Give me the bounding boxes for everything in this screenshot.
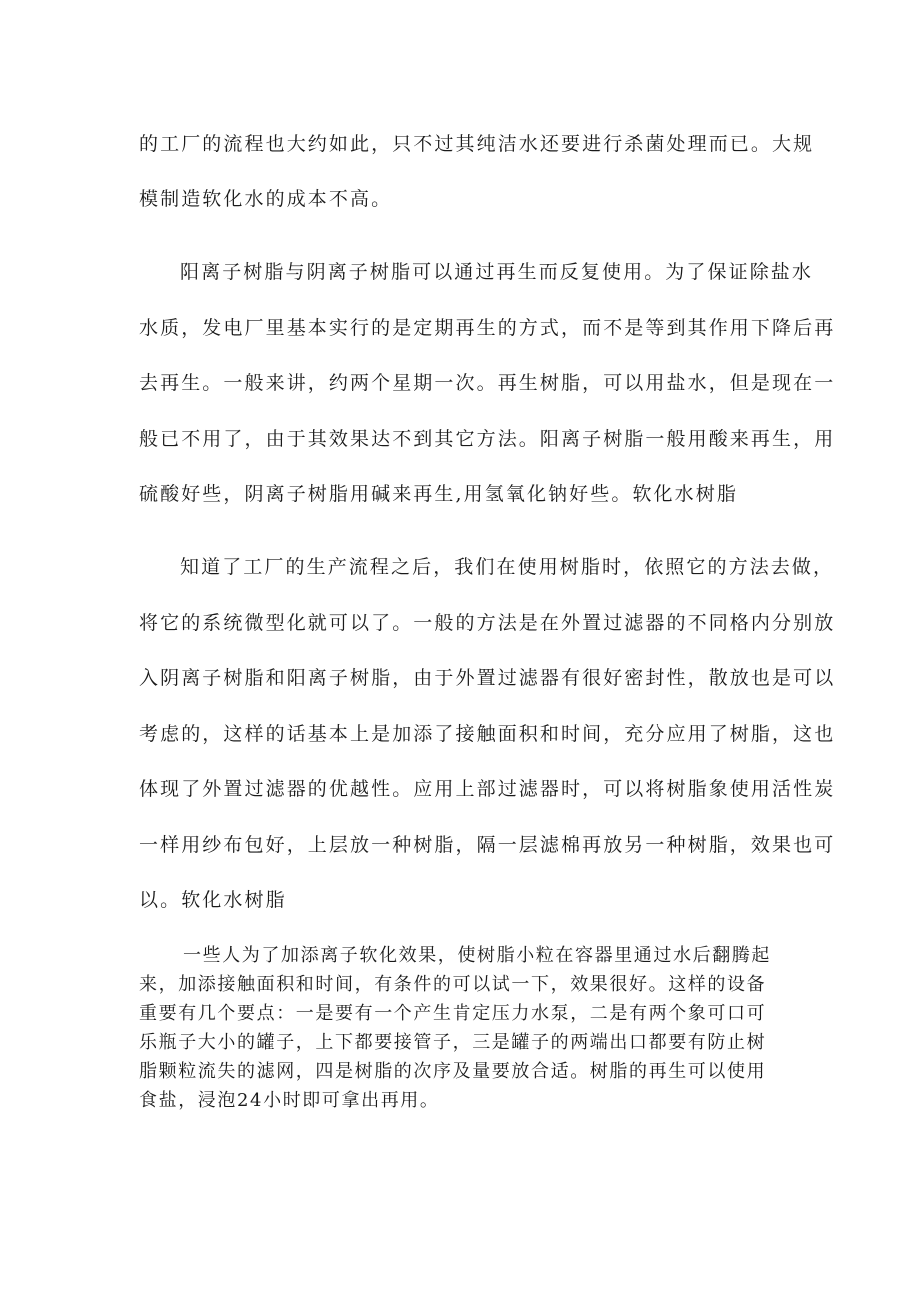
text-line: 一样用纱布包好，上层放一种树脂，隔一层滤棉再放另一种树脂，效果也可 — [139, 834, 836, 856]
text-line: 食盐，浸泡24小时即可拿出再用。 — [139, 1090, 440, 1111]
text-line: 来，加添接触面积和时间，有条件的可以试一下，效果很好。这样的设备 — [139, 974, 767, 995]
text-line: 以。软化水树脂 — [139, 889, 287, 911]
text-line: 将它的系统微型化就可以了。一般的方法是在外置过滤器的不同格内分别放 — [139, 612, 836, 634]
text-line: 知道了工厂的生产流程之后，我们在使用树脂时，依照它的方法去做， — [180, 556, 835, 578]
text-line: 一些人为了加添离子软化效果，使树脂小粒在容器里通过水后翻腾起 — [183, 945, 771, 966]
text-line: 体现了外置过滤器的优越性。应用上部过滤器时，可以将树脂象使用活性炭 — [139, 778, 836, 800]
text-line: 模制造软化水的成本不高。 — [139, 188, 393, 210]
text-line: 水质，发电厂里基本实行的是定期再生的方式，而不是等到其作用下降后再 — [139, 317, 836, 339]
text-line: 的工厂的流程也大约如此，只不过其纯洁水还要进行杀菌处理而已。大规 — [139, 133, 815, 155]
text-line: 般已不用了，由于其效果达不到其它方法。阳离子树脂一般用酸来再生，用 — [139, 428, 836, 450]
text-line: 阳离子树脂与阴离子树脂可以通过再生而反复使用。为了保证除盐水 — [180, 261, 814, 283]
text-line: 去再生。一般来讲，约两个星期一次。再生树脂，可以用盐水，但是现在一 — [139, 372, 836, 394]
text-line: 入阴离子树脂和阳离子树脂，由于外置过滤器有很好密封性，散放也是可以 — [139, 667, 836, 689]
text-line: 脂颗粒流失的滤网，四是树脂的次序及量要放合适。树脂的再生可以使用 — [139, 1061, 767, 1082]
text-line: 乐瓶子大小的罐子，上下都要接管子，三是罐子的两端出口都要有防止树 — [139, 1032, 767, 1053]
text-line: 考虑的，这样的话基本上是加添了接触面积和时间，充分应用了树脂，这也 — [139, 723, 836, 745]
text-line: 硫酸好些，阴离子树脂用碱来再生,用氢氧化钠好些。软化水树脂 — [139, 483, 738, 505]
text-line: 重要有几个要点：一是要有一个产生肯定压力水泵，二是有两个象可口可 — [139, 1003, 767, 1024]
